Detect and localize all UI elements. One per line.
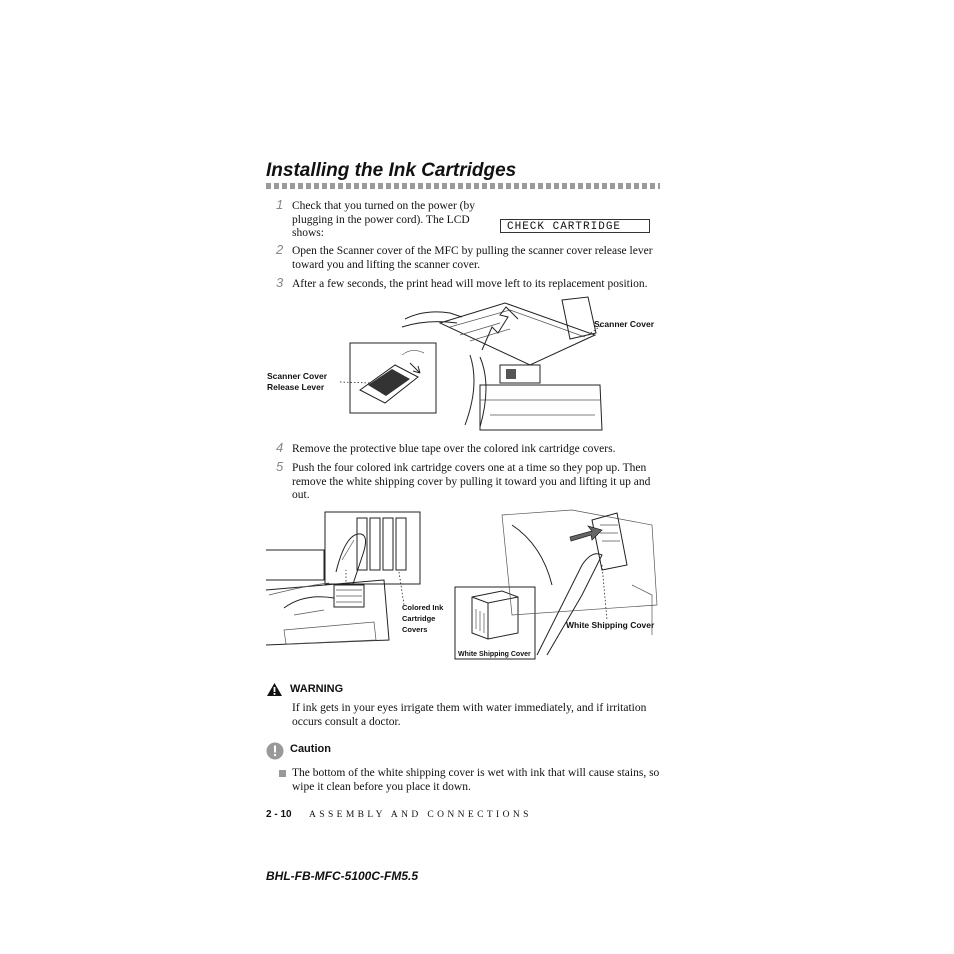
step-5-number: 5 bbox=[276, 459, 284, 474]
figure-scanner-cover-illustration bbox=[340, 295, 610, 440]
step-3-number: 3 bbox=[276, 275, 284, 290]
figure-white-shipping-cover bbox=[452, 505, 662, 663]
step-3-text: After a few seconds, the print head will move left to its replacement position. bbox=[292, 278, 648, 290]
release-lever-label-line1: Scanner Cover bbox=[267, 371, 327, 381]
step-4-number: 4 bbox=[276, 440, 284, 455]
shipping-cover-inset bbox=[455, 587, 535, 659]
document-id: BHL-FB-MFC-5100C-FM5.5 bbox=[266, 869, 419, 883]
step-2-text: Open the Scanner cover of the MFC by pulling the scanner cover release lever toward you and lifting the scanner cover. bbox=[292, 245, 653, 271]
caution-bullet-text: The bottom of the white shipping cover is wet with ink that will cause stains, so wipe it clean before you place it down. bbox=[292, 767, 660, 793]
white-shipping-cover-inset-label: White Shipping Cover bbox=[458, 651, 531, 658]
scanner-cover-label: Scanner Cover bbox=[594, 319, 654, 329]
step-1-number: 1 bbox=[276, 197, 284, 212]
lcd-display: CHECK CARTRIDGE bbox=[500, 219, 650, 233]
square-bullet-icon bbox=[279, 770, 286, 777]
step-1-text: Check that you turned on the power (by plugging in the power cord). The LCD shows: bbox=[292, 200, 475, 240]
colored-ink-label-line1: Colored Ink bbox=[402, 603, 444, 612]
page-number: 2 - 10 bbox=[266, 809, 292, 820]
caution-circle-icon bbox=[266, 742, 284, 760]
white-shipping-cover-label: White Shipping Cover bbox=[566, 620, 655, 630]
warning-text: If ink gets in your eyes irrigate them with water immediately, and if irritation occurs consult a doctor. bbox=[292, 702, 647, 728]
warning-triangle-icon bbox=[266, 682, 283, 697]
colored-ink-label-line2: Cartridge bbox=[402, 614, 436, 623]
footer-section-name: ASSEMBLY AND CONNECTIONS bbox=[309, 810, 532, 820]
caution-heading: Caution bbox=[290, 743, 331, 755]
warning-heading: WARNING bbox=[290, 683, 344, 695]
colored-ink-label-line3: Covers bbox=[402, 625, 428, 634]
step-2-number: 2 bbox=[276, 242, 284, 257]
step-5-text: Push the four colored ink cartridge covers one at a time so they pop up. Then remove the white shipping cover by pulling it toward you and lifting it up and out. bbox=[292, 462, 651, 502]
release-lever-label-line2: Release Lever bbox=[267, 382, 325, 392]
page-title: Installing the Ink Cartridges bbox=[266, 160, 517, 181]
title-dotted-rule bbox=[266, 183, 660, 189]
step-4-text: Remove the protective blue tape over the colored ink cartridge covers. bbox=[292, 443, 616, 455]
